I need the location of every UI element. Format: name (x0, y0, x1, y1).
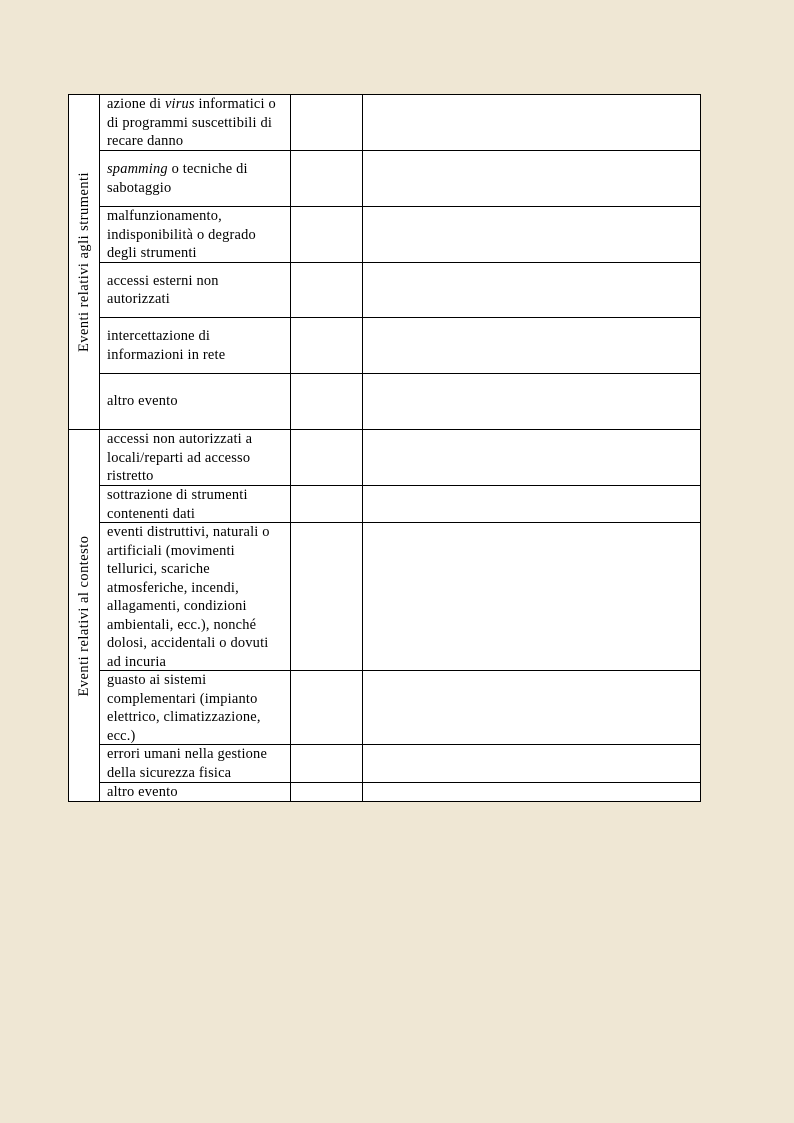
blank-cell-b (363, 263, 701, 318)
event-description (100, 523, 290, 670)
event-description-cell (100, 671, 291, 745)
table-row (69, 151, 701, 207)
blank-cell-b (363, 95, 701, 151)
event-description (100, 160, 290, 197)
table-row (69, 318, 701, 374)
event-text: azione di (107, 96, 165, 112)
table-body (69, 95, 701, 802)
event-description-cell (100, 151, 291, 207)
blank-cell-a (291, 430, 363, 486)
blank-cell-a (291, 486, 363, 523)
blank-cell-a (291, 745, 363, 783)
blank-cell-a (291, 374, 363, 430)
event-description (100, 95, 290, 150)
event-description (100, 430, 290, 485)
blank-cell-a (291, 151, 363, 207)
event-text: malfunzionamento, indisponibilità o degrado degli strumenti (107, 208, 256, 261)
group-label: Eventi relativi agli strumenti (75, 171, 92, 353)
table-row (69, 374, 701, 430)
blank-cell-b (363, 523, 701, 671)
blank-cell-b (363, 486, 701, 523)
blank-cell-b (363, 151, 701, 207)
event-text-continued: informatici o di programmi suscettibili di recare danno (107, 96, 276, 149)
group-header-cell (69, 430, 100, 802)
event-description-cell (100, 430, 291, 486)
event-text: altro evento (107, 393, 178, 410)
event-description (100, 745, 290, 782)
table-row (69, 523, 701, 671)
blank-cell-b (363, 207, 701, 263)
blank-cell-a (291, 671, 363, 745)
event-text: accessi esterni non autorizzati (107, 272, 219, 307)
event-description-cell (100, 207, 291, 263)
table-row (69, 486, 701, 523)
table-row (69, 745, 701, 783)
blank-cell-b (363, 374, 701, 430)
group-header-cell (69, 95, 100, 430)
event-description-cell (100, 745, 291, 783)
event-text: accessi non autorizzati a locali/reparti ad accesso ristretto (107, 431, 253, 484)
event-description-cell (100, 263, 291, 318)
event-text: eventi distruttivi, naturali o artificiali (movimenti tellurici, scariche atmosferiche, incendi, allagamenti, condizioni ambientali, ecc.), nonché dolosi, accidentali o dovuti ad incuria (107, 524, 270, 670)
blank-cell-a (291, 263, 363, 318)
blank-cell-b (363, 318, 701, 374)
event-description (100, 327, 290, 364)
event-term-italic: spamming (107, 161, 168, 177)
table-row (69, 207, 701, 263)
risk-events-table (68, 94, 701, 802)
event-description-cell (100, 783, 291, 802)
blank-cell-b (363, 745, 701, 783)
event-description-cell (100, 318, 291, 374)
event-description (100, 671, 290, 744)
event-description (100, 272, 290, 309)
table-row (69, 671, 701, 745)
blank-cell-a (291, 523, 363, 671)
event-text-continued: o tecniche di sabotaggio (107, 161, 248, 196)
blank-cell-a (291, 783, 363, 802)
event-description (100, 392, 290, 411)
table-row (69, 783, 701, 802)
blank-cell-b (363, 783, 701, 802)
blank-cell-a (291, 318, 363, 374)
event-text: sottrazione di strumenti contenenti dati (107, 487, 248, 522)
event-description (100, 486, 290, 522)
event-text: intercettazione di informazioni in rete (107, 328, 226, 363)
table-row (69, 263, 701, 318)
table-row (69, 95, 701, 151)
event-term-italic: virus (164, 96, 195, 112)
event-description-cell (100, 95, 291, 151)
table-row (69, 430, 701, 486)
event-description (100, 783, 290, 801)
blank-cell-b (363, 671, 701, 745)
event-description-cell (100, 523, 291, 671)
blank-cell-a (291, 207, 363, 263)
event-description-cell (100, 374, 291, 430)
event-text: errori umani nella gestione della sicurezza fisica (107, 746, 268, 781)
event-description (100, 207, 290, 262)
event-text: guasto ai sistemi complementari (impianto elettrico, climatizzazione, ecc.) (107, 672, 261, 744)
event-text: altro evento (107, 784, 178, 800)
blank-cell-b (363, 430, 701, 486)
event-description-cell (100, 486, 291, 523)
group-label: Eventi relativi al contesto (75, 535, 92, 696)
blank-cell-a (291, 95, 363, 151)
